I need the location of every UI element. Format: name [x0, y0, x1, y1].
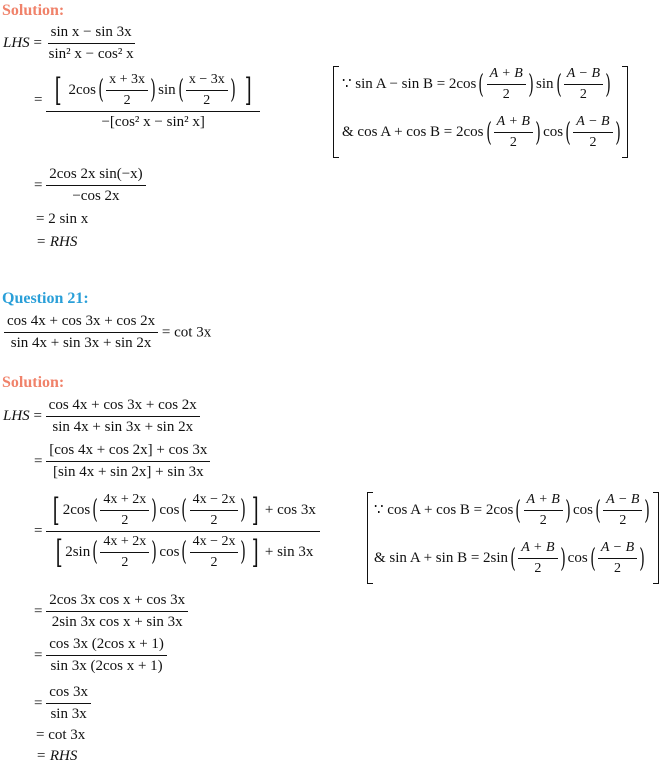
bracket: [ — [53, 491, 60, 530]
numerator: cos 4x + cos 3x + cos 2x — [46, 397, 200, 417]
denominator: 2 — [613, 561, 621, 577]
numerator: cos 4x + cos 3x + cos 2x — [4, 313, 158, 333]
equals-sign: = — [34, 523, 43, 540]
denominator: sin 4x + sin 3x + sin 2x — [52, 419, 194, 436]
paren: ( — [485, 117, 492, 148]
inner-fraction — [190, 492, 239, 529]
fraction — [46, 166, 145, 206]
bracket: [ — [55, 71, 62, 110]
denominator: −cos 2x — [72, 188, 120, 205]
numerator: A + B — [518, 540, 557, 559]
equals-sign: = — [34, 603, 43, 620]
paren: ) — [605, 69, 611, 100]
identity-text: cos — [573, 502, 594, 519]
paren: ) — [230, 74, 236, 105]
fraction — [46, 442, 210, 482]
fraction — [46, 684, 91, 724]
inner-fraction — [100, 534, 149, 571]
lhs-label: LHS — [3, 408, 30, 425]
fraction — [46, 70, 260, 131]
solution-heading: Solution: — [2, 2, 65, 19]
numerator — [46, 70, 260, 112]
inner-fraction — [487, 66, 526, 103]
numerator: 4x + 2x — [100, 492, 149, 511]
identity-text: sin — [536, 76, 554, 93]
term: cos — [159, 502, 180, 519]
fraction — [46, 492, 320, 571]
denominator: 2 — [509, 135, 517, 151]
paren: ) — [151, 536, 158, 567]
identity-bracket-right — [622, 66, 628, 158]
numerator: sin x − sin 3x — [48, 24, 135, 44]
lhs-label: LHS — [3, 35, 30, 52]
paren: ) — [535, 117, 541, 148]
denominator: −[cos² x − sin² x] — [101, 114, 205, 131]
denominator: 2sin 3x cos x + sin 3x — [51, 614, 183, 631]
denominator: 2 — [534, 561, 542, 577]
paren: ( — [589, 543, 596, 574]
equation-line-5: = RHS — [36, 234, 78, 250]
numerator: x + 3x — [106, 72, 148, 91]
denominator: 2 — [123, 93, 131, 109]
paren: ( — [555, 69, 562, 100]
equation-line-6 — [34, 684, 91, 724]
paren: ( — [181, 494, 188, 525]
term: sin — [158, 82, 176, 99]
inner-fraction — [518, 540, 557, 577]
inner-fraction — [573, 114, 612, 151]
rhs: = cot 3x — [161, 324, 212, 341]
numerator: A − B — [564, 66, 603, 85]
denominator: 2 — [203, 93, 211, 109]
numerator: [cos 4x + cos 2x] + cos 3x — [46, 442, 210, 462]
identity-bracket-left — [333, 66, 339, 158]
paren: ( — [478, 69, 485, 100]
equals-sign: = — [34, 453, 43, 470]
paren: ) — [151, 494, 158, 525]
solution-heading: Solution: — [2, 374, 65, 391]
equation-line-5 — [34, 636, 167, 676]
bracket: [ — [55, 533, 63, 572]
inner-fraction — [598, 540, 637, 577]
fraction — [46, 636, 167, 676]
equation-line-2 — [34, 70, 260, 131]
identity-bracket-right — [653, 492, 659, 584]
denominator — [49, 532, 318, 571]
inner-fraction — [106, 72, 148, 109]
numerator: A − B — [603, 492, 642, 511]
inner-fraction — [564, 66, 603, 103]
paren: ( — [92, 494, 99, 525]
inner-fraction — [603, 492, 642, 529]
identity-text: ∵ sin A − sin B = 2cos — [342, 76, 477, 93]
paren: ( — [177, 74, 184, 105]
paren: ( — [515, 495, 522, 526]
numerator: 2cos 2x sin(−x) — [46, 166, 145, 186]
identity-text: cos — [567, 550, 588, 567]
term: cos — [159, 544, 180, 561]
equals-sign: = — [33, 35, 42, 52]
equals-sign: = — [34, 177, 43, 194]
numerator: cos 3x — [46, 684, 91, 704]
equation-line-8: = RHS — [36, 748, 78, 764]
paren: ( — [92, 536, 99, 567]
bracket: ] — [251, 533, 259, 572]
numerator: A + B — [494, 114, 533, 133]
paren: ) — [150, 74, 156, 105]
numerator: A − B — [573, 114, 612, 133]
inner-fraction — [190, 534, 239, 571]
numerator: 2cos 3x cos x + cos 3x — [46, 592, 188, 612]
paren: ) — [240, 536, 247, 567]
denominator: 2 — [589, 135, 597, 151]
numerator: x − 3x — [186, 72, 228, 91]
identity-line-2 — [374, 540, 647, 577]
paren: ( — [98, 74, 104, 105]
inner-fraction — [524, 492, 563, 529]
denominator: 2 — [210, 513, 218, 529]
numerator: 4x − 2x — [190, 534, 239, 553]
fraction — [4, 313, 158, 353]
identity-text: ∵ cos A + cos B = 2cos — [374, 502, 514, 519]
term: 2cos — [68, 82, 96, 99]
question-heading: Question 21: — [2, 290, 89, 307]
numerator: A + B — [524, 492, 563, 511]
fraction — [46, 592, 188, 632]
denominator: [sin 4x + sin 2x] + sin 3x — [52, 464, 204, 481]
identity-line-1 — [342, 66, 613, 103]
numerator: A − B — [598, 540, 637, 559]
equation-line-1 — [3, 24, 137, 64]
bracket: ] — [244, 71, 252, 110]
denominator: 2 — [579, 87, 587, 103]
denominator: sin² x − cos² x — [48, 46, 134, 63]
equation-line-1 — [3, 397, 200, 437]
bracket: ] — [251, 491, 259, 530]
equals-sign: = — [34, 695, 43, 712]
fraction — [46, 397, 200, 437]
paren: ( — [510, 543, 516, 574]
question-equation — [4, 313, 211, 353]
numerator — [46, 492, 320, 532]
equation-line-3 — [34, 166, 146, 206]
equation-line-7: = cot 3x — [36, 727, 86, 743]
paren: ) — [614, 117, 621, 148]
identity-line-2 — [342, 114, 623, 151]
denominator: sin 3x — [50, 706, 87, 723]
numerator: 4x − 2x — [190, 492, 239, 511]
equation-line-3 — [34, 492, 320, 571]
paren: ) — [559, 543, 566, 574]
equals-sign: = — [33, 408, 42, 425]
denominator: 2 — [502, 87, 510, 103]
paren: ) — [240, 494, 247, 525]
term: 2cos — [62, 502, 91, 519]
denominator: 2 — [619, 513, 627, 529]
equation-line-2 — [34, 442, 210, 482]
identity-text: & sin A + sin B = 2sin — [374, 550, 509, 567]
denominator: sin 3x (2cos x + 1) — [50, 658, 163, 675]
term: 2sin — [65, 544, 91, 561]
paren: ) — [639, 543, 646, 574]
term: + cos 3x — [264, 502, 316, 519]
identity-text: & cos A + cos B = 2cos — [342, 124, 484, 141]
numerator: A + B — [487, 66, 526, 85]
equals-sign: = — [34, 92, 43, 109]
inner-fraction — [186, 72, 228, 109]
identity-bracket-left — [367, 492, 373, 584]
denominator: 2 — [539, 513, 547, 529]
numerator: 4x + 2x — [100, 534, 149, 553]
paren: ( — [565, 117, 572, 148]
denominator: 2 — [210, 555, 218, 571]
inner-fraction — [100, 492, 149, 529]
identity-text: cos — [543, 124, 564, 141]
equation-line-4: = 2 sin x — [36, 211, 89, 227]
term: + sin 3x — [264, 544, 314, 561]
paren: ( — [181, 536, 188, 567]
denominator: 2 — [121, 513, 129, 529]
equals-sign: = — [34, 647, 43, 664]
denominator: 2 — [121, 555, 129, 571]
paren: ) — [565, 495, 571, 526]
numerator: cos 3x (2cos x + 1) — [46, 636, 167, 656]
inner-fraction — [494, 114, 533, 151]
denominator: sin 4x + sin 3x + sin 2x — [10, 335, 152, 352]
paren: ( — [595, 495, 601, 526]
paren: ) — [644, 495, 651, 526]
identity-line-1 — [374, 492, 653, 529]
fraction — [46, 24, 137, 64]
equation-line-4 — [34, 592, 188, 632]
paren: ) — [528, 69, 534, 100]
